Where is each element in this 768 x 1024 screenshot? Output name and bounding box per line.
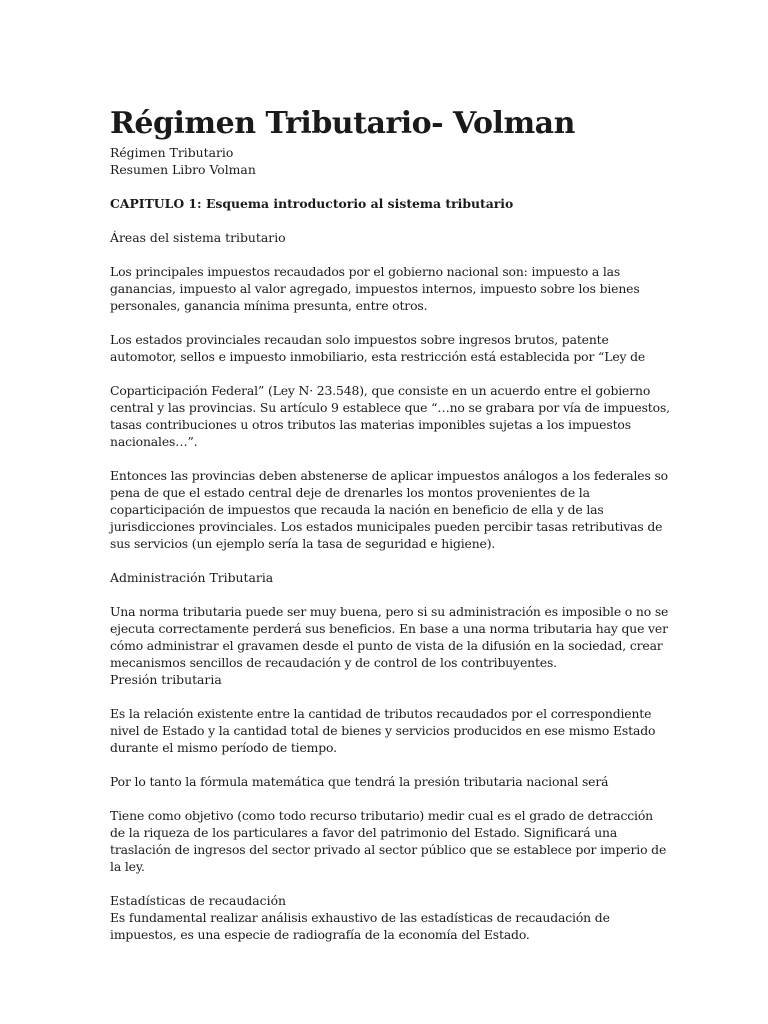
spacer (110, 212, 670, 229)
paragraph: Entonces las provincias deben abstenerse de aplicar impuestos análogos a los federales so pena de que el estado central deje de drenarles los montos provenientes de la coparticipación de impuestos que recauda la nación en beneficio de ella y de las jurisdicciones provinciales. Los estados municipales pueden percibir tasas retributivas de sus servicios (un ejemplo sería la tasa de seguridad e higiene). (110, 468, 668, 551)
paragraph: Tiene como objetivo (como todo recurso tributario) medir cual es el grado de detracción de la riqueza de los particulares a favor del patrimonio del Estado. Significará una traslación de ingresos del sector privado al sector público que se establece por imperio de la ley. (110, 808, 667, 874)
section-heading: Áreas del sistema tributario (110, 230, 286, 245)
document-subtitle-2: Resumen Libro Volman (110, 162, 256, 177)
document-title: Régimen Tributario- Volman (110, 106, 575, 141)
spacer (110, 552, 670, 569)
spacer (110, 246, 670, 263)
paragraph: Una norma tributaria puede ser muy buena, pero si su administración es imposible o no se ejecuta correctamente perderá sus beneficios. En base a una norma tributaria hay que ver cómo administrar el gravamen desde el punto de vista de la difusión en la sociedad, crear mecanismos sencillos de recaudación y de control de los contribuyentes. (110, 604, 669, 670)
section-heading: Presión tributaria (110, 672, 222, 687)
paragraph: Coparticipación Federal” (Ley N· 23.548), que consiste en un acuerdo entre el gobierno central y las provincias. Su artículo 9 establece que “…no se grabara por vía de impuestos, tasas contribuciones u otros tributos las materias imponibles sujetas a los impuestos nacionales…”. (110, 383, 670, 449)
spacer (110, 688, 670, 705)
spacer (110, 756, 670, 773)
spacer (110, 365, 670, 382)
section-heading: Estadísticas de recaudación (110, 893, 287, 908)
paragraph: Es la relación existente entre la cantidad de tributos recaudados por el correspondiente nivel de Estado y la cantidad total de bienes y servicios producidos en ese mismo Estado durante el mismo período de tiempo. (110, 706, 656, 755)
document-subtitle: Régimen Tributario (110, 145, 234, 160)
paragraph: Es fundamental realizar análisis exhaustivo de las estadísticas de recaudación de impuestos, es una especie de radiografía de la economía del Estado. (110, 910, 610, 942)
spacer (110, 314, 670, 331)
spacer (110, 450, 670, 467)
section-heading: Administración Tributaria (110, 570, 274, 585)
paragraph: Los estados provinciales recaudan solo impuestos sobre ingresos brutos, patente automotor, sellos e impuesto inmobiliario, esta restricción está establecida por “Ley de (110, 332, 646, 364)
paragraph: Los principales impuestos recaudados por el gobierno nacional son: impuesto a las ganancias, impuesto al valor agregado, impuestos internos, impuesto sobre los bienes personales, ganancia mínima presunta, entre otros. (110, 264, 640, 313)
chapter-heading: CAPITULO 1: Esquema introductorio al sistema tributario (110, 196, 514, 211)
spacer (110, 875, 670, 892)
spacer (110, 178, 670, 195)
document-page (110, 104, 670, 943)
paragraph: Por lo tanto la fórmula matemática que tendrá la presión tributaria nacional será (110, 774, 609, 789)
spacer (110, 790, 670, 807)
spacer (110, 586, 670, 603)
